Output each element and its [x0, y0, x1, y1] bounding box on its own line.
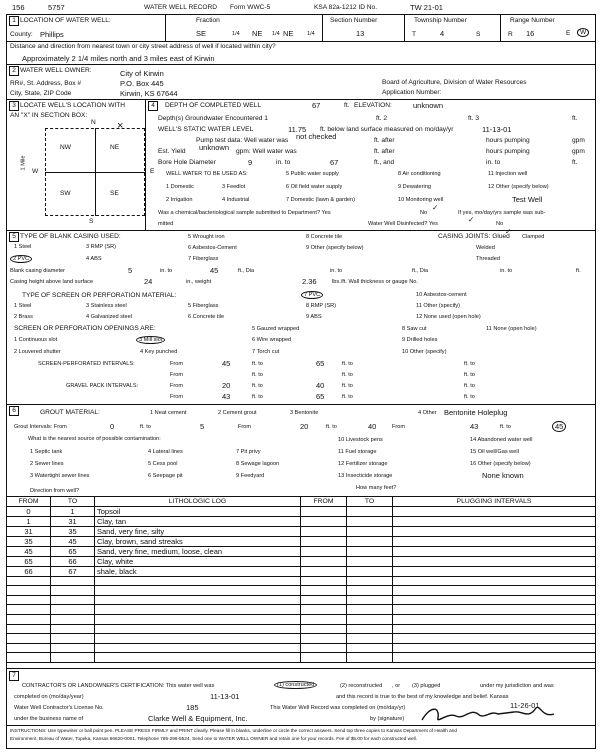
joints-label: CASING JOINTS: Glued [438, 233, 510, 240]
log-to: 67 [51, 566, 95, 576]
disinfected-yes-check: ✓ [468, 215, 475, 224]
bore-label: Bore Hole Diameter [158, 159, 216, 166]
bore-value: 9 [248, 158, 253, 167]
gravel-from-2: 43 [222, 392, 231, 401]
address-label: RR#, St. Address, Box # [10, 80, 82, 87]
log-header-row: FROM TO LITHOLOGIC LOG FROM TO PLUGGING INTERVALS [7, 497, 596, 507]
openings-label: SCREEN OR PERFORATION OPENINGS ARE: [14, 325, 156, 332]
range-number-label: Range Number [510, 17, 555, 24]
log-description: Clay, brown, sand streaks [95, 536, 301, 546]
owner-label: WATER WELL OWNER: [20, 67, 92, 74]
static-label: WELL'S STATIC WATER LEVEL [158, 126, 254, 133]
form-title: WATER WELL RECORD [144, 4, 218, 11]
blank-diameter: 5 [128, 266, 133, 275]
locate-label-2: AN "X" IN SECTION BOX: [10, 112, 88, 119]
log-description: Clay, tan [95, 516, 301, 526]
city-value: Kirwin, KS 67644 [120, 89, 178, 98]
gravel-to-2: 65 [316, 392, 325, 401]
screen-to: 65 [316, 359, 325, 368]
section-number-label: Section Number [330, 17, 378, 24]
yield-value: unknown [199, 143, 230, 152]
lithologic-log-table [6, 496, 596, 663]
yield-label: Est. Yield [158, 148, 186, 155]
chem-label: Was a chemical/bacteriological sample submitted to Department? Yes [158, 210, 331, 216]
screen-pvc-circled[interactable]: 7 PVC [301, 291, 323, 299]
log-row [7, 624, 596, 634]
other-use-value: Test Well [512, 195, 543, 204]
log-description: Sand, very fine, silty [95, 526, 301, 536]
section-1-number: 1 [9, 16, 19, 26]
ksa-label: KSA 82a-1212 ID No. [314, 4, 378, 11]
log-description: shale, black [95, 566, 301, 576]
completed-date: 11-13-01 [210, 692, 240, 701]
casing-pvc-circled[interactable]: 2 PVC [10, 255, 32, 263]
blank-to: 45 [210, 266, 219, 275]
blank-casing-label: Blank casing diameter [10, 268, 66, 274]
county-label: County: [10, 31, 33, 38]
owner-value: City of Kirwin [120, 69, 164, 78]
feet-label: How many feet? [356, 485, 397, 491]
section-4-number: 4 [148, 101, 158, 111]
form-number: Form WWC-5 [230, 4, 271, 11]
instructions-line-2: Environment, Bureau of Water, Topeka, Kansas 66620-0001. Telephone 785-296-5524. Send one to WATER WELL OWNER and retain one for your records. Fee of $5.00 for each constructed well. [10, 736, 418, 741]
instructions-line-1: INSTRUCTIONS: Use typewriter or ball point pen. PLEASE PRESS FIRMLY and PRINT clearly. Please fill in blanks, underline or circle the correct answers. Send top three copies to Kansas Department of Health and [10, 728, 457, 733]
log-to: 35 [51, 526, 95, 536]
log-from: 0 [7, 506, 51, 516]
log-from: 1 [7, 516, 51, 526]
log-row [7, 566, 596, 576]
log-from: 31 [7, 526, 51, 536]
grout-other-value: Bentonite Holeplug [444, 408, 508, 417]
log-row [7, 556, 596, 566]
section-3-number: 3 [9, 101, 19, 111]
section-6-number: 6 [9, 406, 19, 416]
business-name: Clarke Well & Equipment, Inc. [148, 714, 248, 723]
grout-label: GROUT MATERIAL: [40, 409, 100, 416]
static-value: 11.75 [288, 125, 307, 134]
gravel-from-1: 20 [222, 381, 231, 390]
log-row [7, 546, 596, 556]
log-row [7, 526, 596, 536]
disinfected-label: Water Well Disinfected? Yes [368, 221, 438, 227]
gravel-intervals-label: GRAVEL PACK INTERVALS: [66, 383, 139, 389]
groundwater-label: Depth(s) Groundwater Encountered 1 [158, 115, 268, 122]
casing-height: 24 [144, 277, 153, 286]
range-west-circled: W [577, 28, 589, 37]
constructed-circled[interactable]: (1) constructed [274, 681, 317, 689]
depth-value: 67 [312, 101, 321, 110]
static-date: 11-13-01 [482, 125, 512, 134]
business-label: under the business name of [14, 716, 84, 722]
completed-label: completed on (mo/day/year) [14, 694, 84, 700]
fraction-3: NE [283, 29, 294, 38]
log-row [7, 536, 596, 546]
not-checked: not checked [296, 132, 337, 141]
log-row [7, 516, 596, 526]
log-from: 45 [7, 546, 51, 556]
log-row [7, 653, 596, 663]
joints-glued-check: ✓ [505, 227, 512, 236]
log-to: 1 [51, 506, 95, 516]
application-label: Application Number: [382, 89, 442, 96]
certification-label: CONTRACTOR'S OR LANDOWNER'S CERTIFICATION: This water well was [22, 683, 215, 689]
section-5-number: 5 [9, 232, 19, 242]
direction-label: Direction from well? [30, 488, 80, 494]
locate-label: LOCATE WELL'S LOCATION WITH [20, 102, 126, 109]
log-from: 65 [7, 556, 51, 566]
location-label: LOCATION OF WATER WELL: [20, 17, 111, 24]
address-value: P.O. Box 445 [120, 79, 164, 88]
log-from: 66 [7, 566, 51, 576]
log-row [7, 643, 596, 653]
distance-value: Approximately 2 1/4 miles north and 3 miles east of Kirwin [22, 54, 215, 63]
form-code-1: 156 [12, 3, 25, 12]
log-from: 35 [7, 536, 51, 546]
mile-label: 1 Mile [20, 155, 27, 171]
log-row [7, 634, 596, 644]
section-7-number: 7 [9, 671, 19, 681]
range-value: 16 [526, 29, 535, 38]
form-code-2: 5757 [48, 3, 65, 12]
grout-intervals-label: Grout Intervals: From [14, 424, 67, 430]
log-to: 65 [51, 546, 95, 556]
township-number-label: Township Number [414, 17, 467, 24]
use-label: WELL WATER TO BE USED AS: [166, 171, 248, 177]
bore-to: 67 [330, 158, 339, 167]
fraction-2: NE [252, 29, 263, 38]
signature-scribble [418, 702, 558, 726]
pump-test-label: Pump test data: Well water was [196, 137, 289, 144]
fraction-label: Fraction [196, 17, 220, 24]
log-description: Sand, very fine, medium, loose, clean [95, 546, 301, 556]
city-label: City, State, ZIP Code [10, 90, 72, 97]
casing-label: TYPE OF BLANK CASING USED: [20, 233, 121, 240]
log-to: 66 [51, 556, 95, 566]
fraction-1: SE [196, 29, 207, 38]
id-number: TW 21-01 [410, 3, 443, 12]
screen-material-label: TYPE OF SCREEN OR PERFORATION MATERIAL: [22, 292, 177, 299]
log-row [7, 576, 596, 586]
license-value: 185 [186, 703, 199, 712]
board-label: Board of Agriculture, Division of Water Resources [382, 79, 527, 86]
log-to: 45 [51, 536, 95, 546]
contamination-other-value: None known [482, 471, 524, 480]
casing-height-label: Casing height above land surface [10, 279, 94, 285]
distance-label: Distance and direction from nearest town or city street address of well if located within city? [10, 43, 276, 50]
log-row [7, 595, 596, 605]
log-description: Clay, white [95, 556, 301, 566]
elevation-value: unknown [413, 101, 444, 110]
county-value: Phillips [40, 30, 64, 39]
log-row [7, 586, 596, 596]
record-date: 11-26-01 [510, 701, 540, 710]
screen-intervals-label: SCREEN-PERFORATED INTERVALS: [38, 361, 135, 367]
screen-from: 45 [222, 359, 231, 368]
log-row [7, 614, 596, 624]
log-description: Topsoil [95, 506, 301, 516]
section-2-number: 2 [9, 66, 19, 76]
log-row [7, 506, 596, 516]
contamination-label: What is the nearest source of possible contamination: [28, 436, 161, 442]
log-row [7, 605, 596, 615]
gravel-to-1: 40 [316, 381, 325, 390]
license-label: Water Well Contractor's License No. [14, 705, 104, 711]
casing-weight: 2.36 [302, 277, 317, 286]
elevation-label: ELEVATION: [354, 102, 392, 109]
chem-no-check: ✓ [432, 203, 439, 212]
depth-label: DEPTH OF COMPLETED WELL [165, 102, 261, 109]
section-value: 13 [356, 29, 365, 38]
township-value: 4 [440, 29, 445, 38]
log-to: 31 [51, 516, 95, 526]
mill-slot-circled[interactable]: 3 Mill slot [136, 336, 165, 344]
location-x-mark: × [117, 120, 124, 132]
